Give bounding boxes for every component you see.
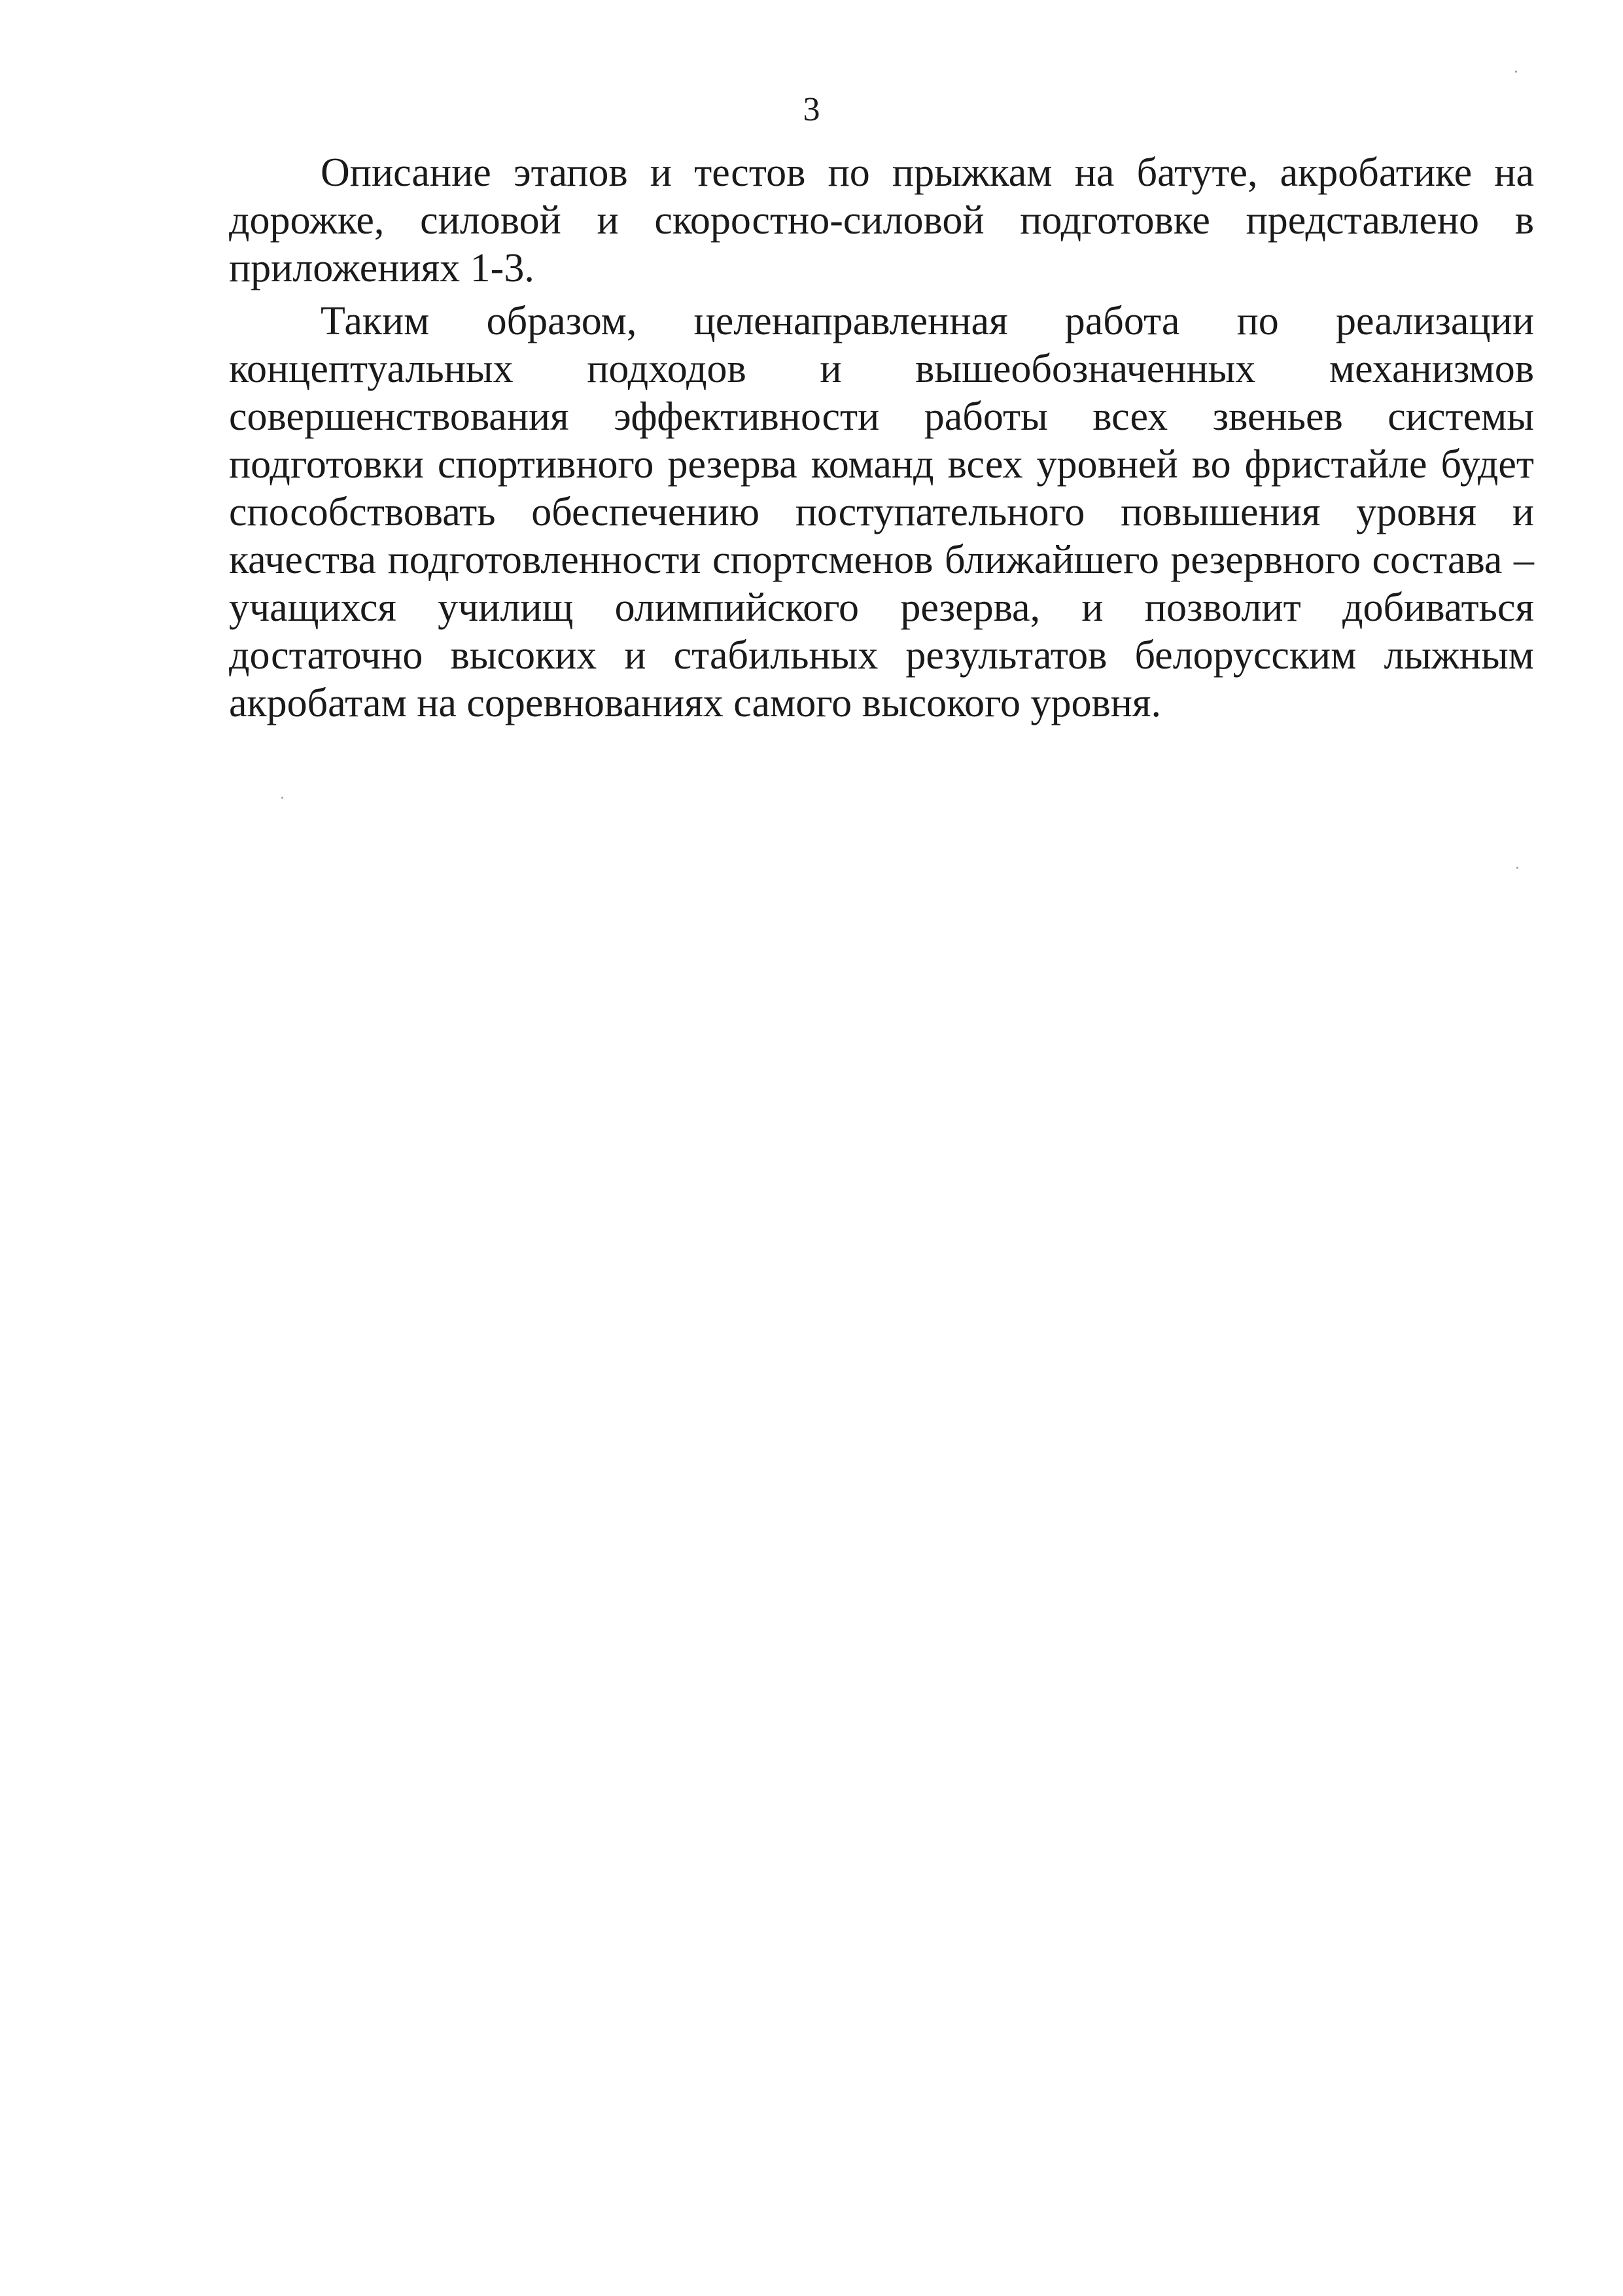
page-number: 3 bbox=[803, 91, 820, 128]
paragraph-line: акробатам на соревнованиях самого высокого уровня. bbox=[229, 681, 1161, 725]
scan-speck bbox=[1515, 71, 1517, 73]
paragraph-appendices bbox=[229, 149, 1534, 292]
paragraph-line: достаточно высоких и стабильных результатов белорусским лыжным bbox=[229, 633, 1534, 678]
paragraph-line: Таким образом, целенаправленная работа по реализации bbox=[321, 299, 1534, 343]
scan-speck bbox=[1516, 867, 1518, 869]
paragraph-line: качества подготовленности спортсменов ближайшего резервного состава – bbox=[229, 538, 1534, 582]
document-body bbox=[229, 149, 1534, 733]
paragraph-line: совершенствования эффективности работы всех звеньев системы bbox=[229, 394, 1534, 439]
paragraph-line: способствовать обеспечению поступательного повышения уровня и bbox=[229, 490, 1534, 534]
scan-speck bbox=[281, 797, 283, 799]
paragraph-line: Описание этапов и тестов по прыжкам на батуте, акробатике на bbox=[321, 150, 1534, 195]
paragraph-line: приложениях 1-3. bbox=[229, 246, 534, 290]
paragraph-line: подготовки спортивного резерва команд всех уровней во фристайле будет bbox=[229, 442, 1534, 487]
paragraph-line: дорожке, силовой и скоростно-силовой подготовке представлено в bbox=[229, 198, 1534, 243]
paragraph-line: концептуальных подходов и вышеобозначенных механизмов bbox=[229, 347, 1534, 391]
paragraph-line: учащихся училищ олимпийского резерва, и позволит добиваться bbox=[229, 585, 1534, 630]
paragraph-conclusion bbox=[229, 298, 1534, 727]
